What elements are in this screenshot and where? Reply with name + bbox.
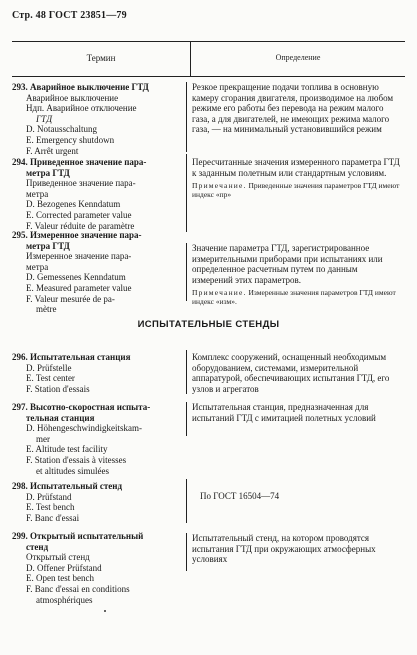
term-title-cont: стенд [26, 541, 49, 552]
definition-bar [186, 154, 187, 232]
note-text: Приведенные значения параметров ГТД имеют индекс «пр» [192, 181, 400, 200]
term-french: F. Banc d'essai [26, 512, 80, 523]
definition-text: По ГОСТ 16504—74 [200, 491, 280, 501]
term-deprecated: Ндп. Аварийное отключение [26, 103, 137, 114]
note-text: Измеренные значения параметров ГТД имеют индекс «изм». [192, 288, 396, 307]
definition-column-header: Определение [275, 53, 321, 62]
term-german: D. Gemessenes Kenndatum [26, 272, 126, 283]
term-title: 296. Испытательная станция [12, 352, 131, 362]
term-english: E. Emergency shutdown [26, 134, 115, 145]
term-entry-297 [12, 402, 182, 476]
term-title: 293. Аварийное выключение ГТД [12, 82, 149, 92]
term-column-header: Термин [86, 53, 116, 63]
term-entry-298 [12, 481, 182, 523]
term-german: D. Bezogenes Kenndatum [26, 199, 121, 210]
term-title-cont: метра ГТД [26, 240, 70, 251]
term-french: F. Station d'essais à vitesses [26, 454, 127, 465]
definition-299 [192, 533, 400, 565]
page-header: Стр. 48 ГОСТ 23851—79 [12, 10, 127, 21]
term-german-cont: mer [36, 433, 50, 444]
term-french-cont: mètre [36, 304, 57, 315]
term-title: 294. Приведенное значение пара- [12, 157, 147, 167]
term-german: D. Höhengeschwindigkeitskam- [26, 423, 142, 434]
term-synonym: Открытый стенд [26, 552, 90, 563]
term-entry-296 [12, 352, 182, 394]
term-french: F. Station d'essais [26, 383, 90, 394]
term-german: D. Prüfstand [26, 491, 72, 502]
term-deprecated-cont: ГТД [36, 113, 53, 124]
table-header [12, 41, 405, 77]
term-english: E. Test bench [26, 502, 75, 513]
term-french: F. Valeur mesurée de pa- [26, 293, 115, 304]
term-synonym-cont: метра [26, 261, 49, 272]
note-label: Примечание. [192, 181, 247, 191]
definition-297 [192, 402, 400, 423]
term-french-cont: et altitudes simulées [36, 465, 109, 476]
term-entry-294 [12, 157, 182, 231]
term-entry-299 [12, 531, 182, 605]
term-english: E. Open test bench [26, 573, 94, 584]
definition-note [192, 288, 400, 306]
term-entry-293 [12, 82, 182, 156]
definition-bar [186, 82, 187, 152]
term-entry-295 [12, 230, 182, 315]
term-french: F. Valeur réduite de paramètre [26, 220, 135, 231]
term-title: 297. Высотно-скоростная испыта- [12, 402, 151, 412]
definition-bar [186, 402, 187, 436]
definition-text: Испытательная станция, предназначенная для испытаний ГТД с имитацией полетных условий [192, 402, 376, 423]
section-title: ИСПЫТАТЕЛЬНЫЕ СТЕНДЫ [137, 319, 280, 330]
term-synonym: Приведенное значение пара- [26, 178, 136, 189]
term-german: D. Notausschaltung [26, 124, 97, 135]
term-title: 295. Измеренное значение пара- [12, 230, 142, 240]
term-german: D. Prüfstelle [26, 362, 72, 373]
note-label: Примечание. [192, 288, 247, 298]
term-french: F. Banc d'essai en conditions [26, 583, 130, 594]
definition-text: Значение параметра ГТД, зарегистрированное измерительными приборами при испытаниях или определенное расчетным путем по данным измерений этих параметров. [192, 243, 383, 285]
term-title: 299. Открытый испытательный [12, 531, 144, 541]
definition-note [192, 181, 400, 199]
definition-296 [192, 352, 400, 394]
term-french-cont: atmosphériques [36, 594, 93, 605]
term-english: E. Altitude test facility [26, 444, 108, 455]
term-title-cont: тельная станция [26, 412, 95, 423]
definition-294 [192, 157, 400, 199]
term-english: E. Test center [26, 373, 75, 384]
definition-text: Резкое прекращение подачи топлива в основную камеру сгорания двигателя, производимое на любом режиме его работы без перевода на режим малого газа, а для двигателей, не имеющих режима малого газа, — на минимальный установившийся режим [192, 82, 394, 135]
term-french: F. Arrêt urgent [26, 145, 79, 156]
definition-text: Пересчитанные значения измеренного параметра ГТД к заданным полетным или стандартным условиям. [192, 157, 400, 178]
definition-bar [186, 479, 187, 523]
term-english: E. Corrected parameter value [26, 209, 132, 220]
term-synonym: Измеренное значение пара- [26, 251, 132, 262]
definition-text: Комплекс сооружений, оснащенный необходимым оборудованием, системами, измерительной аппаратурой, обеспечивающих испытания ГТД, его узлов и агрегатов [192, 352, 390, 394]
term-english: E. Measured parameter value [26, 282, 132, 293]
definition-bar [186, 350, 187, 394]
term-german: D. Offener Prüfstand [26, 562, 102, 573]
definition-bar [186, 533, 187, 571]
definition-295 [192, 243, 400, 306]
definition-298 [200, 491, 408, 502]
term-synonym-cont: метра [26, 188, 49, 199]
scan-speck [104, 610, 106, 612]
term-synonym: Аварийное выключение [26, 92, 119, 103]
term-title-cont: метра ГТД [26, 167, 70, 178]
definition-bar [186, 243, 187, 301]
definition-293 [192, 82, 400, 135]
definition-text: Испытательный стенд, на котором проводятся испытания ГТД при окружающих атмосферных условиях [192, 533, 376, 565]
term-title: 298. Испытательный стенд [12, 481, 123, 491]
